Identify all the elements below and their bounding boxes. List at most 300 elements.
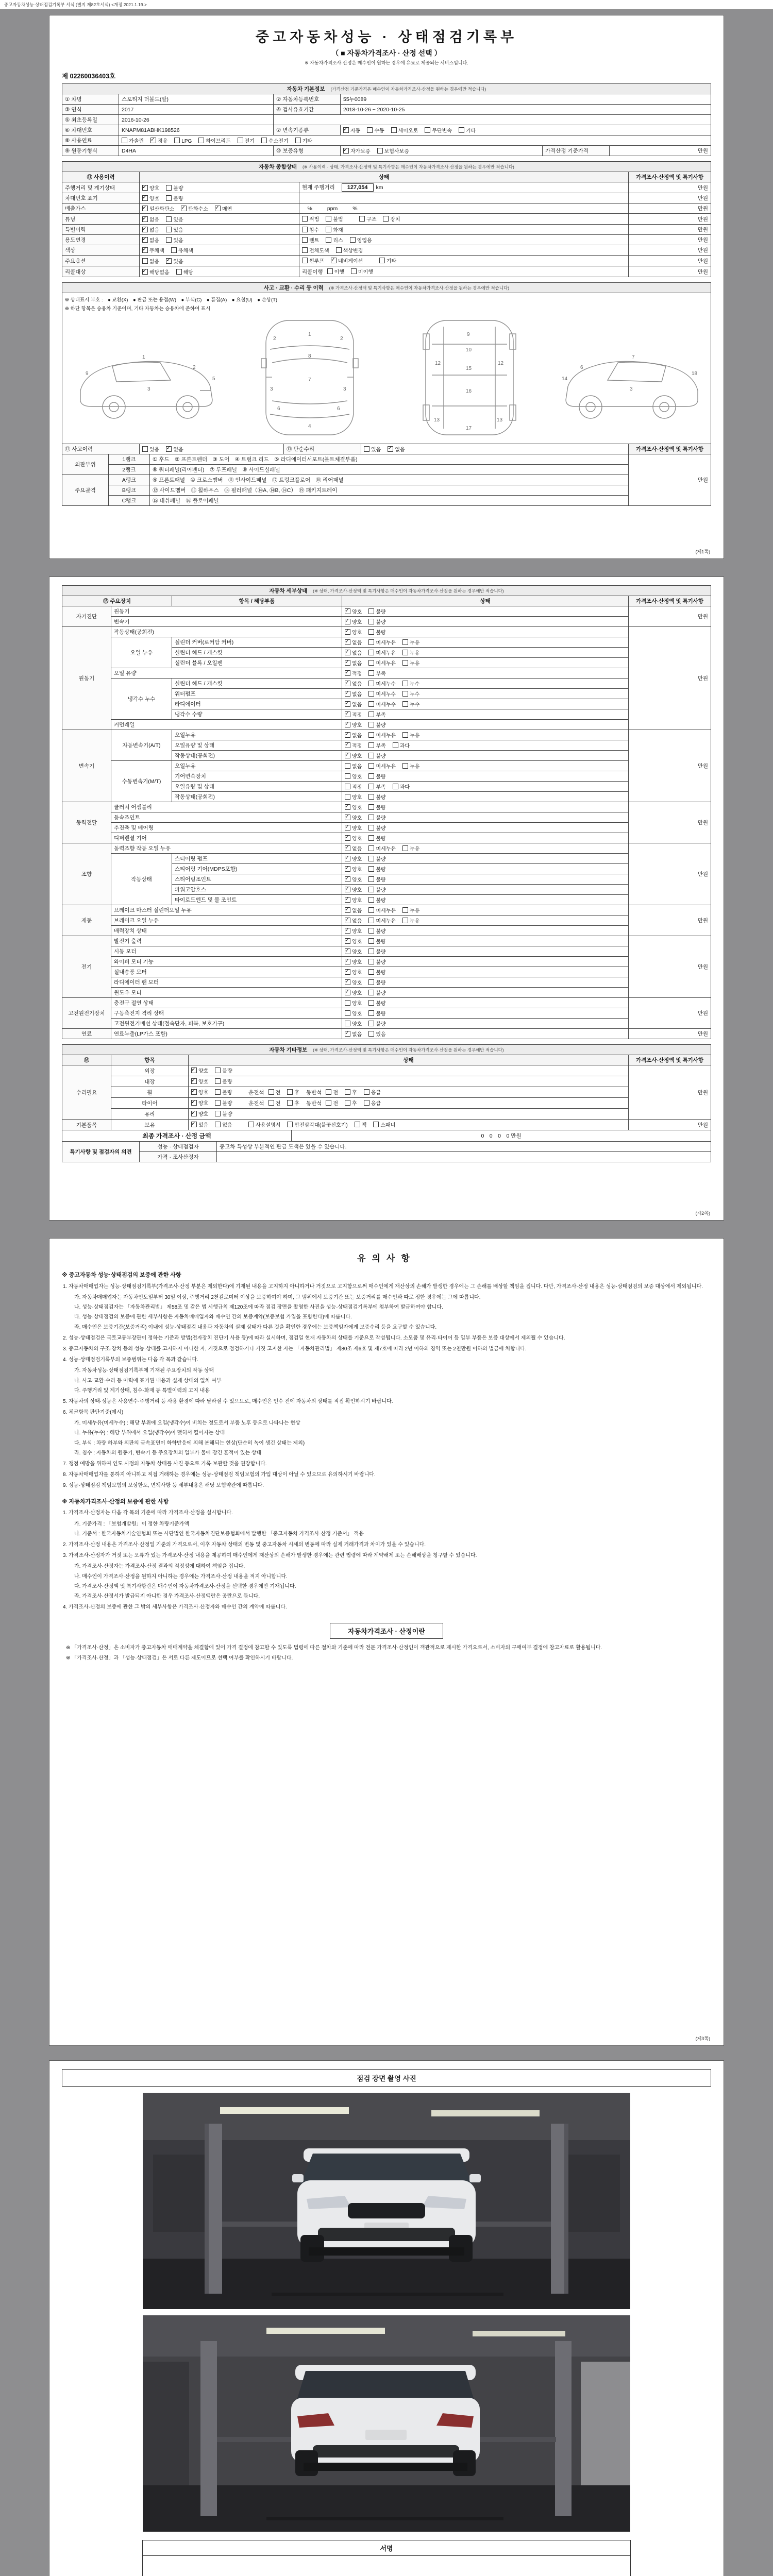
checkbox-icon: [364, 1100, 369, 1106]
detail-row: [62, 761, 711, 771]
price-cell: 만원: [629, 1120, 711, 1130]
status-cell: [342, 658, 629, 668]
item-label: 유리: [111, 1109, 189, 1120]
checkbox-label: 누수: [409, 682, 420, 687]
vin-label: ⑥ 차대번호: [62, 125, 119, 135]
overall-row: [62, 182, 711, 193]
checkbox-icon: [326, 1089, 331, 1095]
checkbox-양호: [345, 824, 362, 832]
checkbox-icon: [345, 938, 350, 944]
checkbox-없음: [345, 680, 362, 687]
notice-item: 6. 체크항목 판단기준(예시): [63, 1410, 124, 1416]
checkbox-label: 불량: [376, 960, 386, 965]
price-cell: 만원: [629, 235, 711, 245]
checkbox-전기: [238, 137, 255, 144]
checkbox-기타: [379, 257, 396, 264]
checkbox-icon: [383, 216, 389, 222]
model-year-label: ③ 연식: [62, 105, 119, 115]
checkbox-label: 불량: [222, 1069, 232, 1074]
checkbox-label: 양호: [149, 185, 160, 192]
checkbox-누유: [402, 917, 419, 924]
checkbox-label: 과다: [399, 785, 410, 790]
inspection-photo-rear: [143, 2315, 630, 2532]
checkbox-장치: [383, 215, 400, 223]
checkbox-label: 적정: [352, 671, 362, 677]
checkbox-icon: [345, 701, 350, 707]
checkbox-수동: [367, 126, 384, 134]
status-cell: [342, 740, 629, 751]
rank-label: C랭크: [109, 496, 150, 506]
car-name-value: 스포티지 더볼드(알): [119, 94, 274, 105]
item-label: 타이어: [111, 1098, 189, 1109]
checkbox-label: 있음: [198, 1123, 209, 1128]
checkbox-icon: [345, 969, 350, 975]
final-price-digits: 0 0 0 0: [481, 1133, 510, 1139]
checkbox-icon: [345, 1089, 350, 1095]
status-cell: [342, 864, 629, 874]
checkbox-icon: [345, 691, 350, 697]
usage-item-label: 튜닝: [62, 214, 140, 225]
checkbox-icon: [345, 711, 350, 717]
device-group-label: 변속기: [62, 730, 111, 802]
checkbox-icon: [368, 629, 374, 635]
notice-item: 나. 사고·교환·수리 등 이력에 표기된 내용과 실제 상태의 일치 여부: [74, 1378, 222, 1384]
checkbox-일산화탄소: [142, 205, 174, 212]
document-title: 중고자동차성능 · 상태점검기록부: [255, 29, 518, 45]
item-label: 충전구 절연 상태: [111, 998, 342, 1008]
checkbox-누유: [402, 762, 419, 770]
checkbox-icon: [142, 237, 148, 243]
status-cell: [342, 802, 629, 812]
checkbox-부족: [368, 669, 385, 677]
item-label: 보유: [111, 1120, 189, 1130]
checkbox-icon: [402, 918, 408, 923]
checkbox-양호: [345, 803, 362, 811]
checkbox-icon: [345, 990, 350, 995]
checkbox-label: 양호: [352, 723, 362, 728]
status-cell: [342, 946, 629, 957]
usage-item-label: 주요옵션: [62, 256, 140, 266]
checkbox-영업용: [350, 236, 372, 244]
detail-row: [62, 606, 711, 617]
notice-item: 2. 가격조사·산정 내용은 가격조사·산정일 기준의 가격으로서, 이후 자동차 상태의 변동 및 중고자동차 시세의 변동에 따라 실제 거래가격과 차이가 있을 수 있습니다.: [63, 1541, 426, 1548]
checkbox-렌트: [302, 236, 319, 244]
checkbox-icon: [373, 1122, 379, 1127]
svg-text:2: 2: [193, 365, 196, 370]
checkbox-누수: [402, 700, 419, 708]
status-cell: [189, 1065, 629, 1076]
checkbox-label: 양호: [198, 1069, 209, 1074]
svg-text:3: 3: [147, 386, 150, 392]
overall-row: [62, 225, 711, 235]
panel-items: ⑥ 쿼터패널(리어펜더) ⑦ 루프패널 ⑧ 사이드실패널: [150, 465, 629, 475]
exchange-history-table: [62, 454, 711, 506]
checkbox-label: 불량: [376, 754, 386, 759]
price-cell: 만원: [629, 802, 711, 843]
item-label: 와이퍼 모터 기능: [111, 957, 342, 967]
item-label: 내장: [111, 1076, 189, 1087]
checkbox-label: 세미오토: [398, 128, 418, 134]
checkbox-label: 누유: [409, 908, 420, 914]
item-label: 실린더 헤드 / 개스킷: [172, 648, 342, 658]
status-cell: [342, 812, 629, 823]
checkbox-양호: [345, 958, 362, 965]
status-cell: [342, 648, 629, 658]
notice-item: 다. 주행거리 및 계기상태, 침수·화재 등 특별이력의 고지 내용: [74, 1387, 210, 1394]
checkbox-icon: [393, 742, 398, 748]
checkbox-불량: [368, 607, 385, 615]
text-segment: 리콜이행: [302, 269, 323, 275]
checkbox-icon: [166, 216, 172, 222]
fuel-label: ⑧ 사용연료: [62, 135, 119, 146]
checkbox-icon: [345, 907, 350, 913]
checkbox-icon: [345, 876, 350, 882]
checkbox-icon: [345, 639, 350, 645]
notice-heading: ※ 중고자동차 성능·상태점검의 보증에 관한 사항: [62, 1272, 181, 1278]
checkbox-icon: [142, 269, 148, 275]
overall-section-header: [62, 161, 711, 172]
usage-item-label: 차대번호 표기: [62, 193, 140, 204]
svg-text:13: 13: [497, 417, 503, 423]
notice-item: 가. 자동차성능·상태점검기록부에 기재된 주요장치의 작동 상태: [74, 1368, 214, 1374]
checkbox-label: 양호: [352, 980, 362, 986]
checkbox-불량: [215, 1077, 232, 1085]
checkbox-label: 있음: [173, 228, 183, 233]
checkbox-없음: [345, 844, 362, 852]
checkbox-icon: [345, 773, 350, 779]
checkbox-없음: [345, 700, 362, 708]
checkbox-icon: [174, 138, 180, 143]
overall-row: [62, 256, 711, 266]
detail-row: [62, 668, 711, 679]
checkbox-label: 불량: [376, 795, 386, 801]
overall-col-price: 가격조사·산정액 및 특기사항: [629, 172, 711, 182]
checkbox-icon: [402, 650, 408, 655]
checkbox-icon: [191, 1078, 197, 1084]
checkbox-icon: [368, 979, 374, 985]
checkbox-label: 불량: [376, 620, 386, 625]
definition-line-2: ※ 「가격조사·산정」과 「성능·상태점검」은 서로 다른 제도이므로 선택 여부를 확인하시기 바랍니다.: [66, 1655, 293, 1662]
usage-item-label: 색상: [62, 245, 140, 256]
checkbox-icon: [368, 835, 374, 841]
checkbox-양호: [345, 814, 362, 821]
svg-text:2: 2: [273, 336, 276, 342]
detail-row: [62, 1008, 711, 1019]
status-cell: [342, 709, 629, 720]
notice-item: 3. 중고자동차의 구조·장치 등의 성능·상태를 고지하지 아니한 자, 거짓으로 점검하거나 거짓 고지한 자는 「자동차관리법」 제80조 제6호 및 제7호에 따라 2년 이하의 징역 또는 2천만원 이하의 벌금에 처합니다.: [63, 1346, 527, 1352]
checkbox-label: 불량: [376, 836, 386, 842]
checkbox-불량: [368, 834, 385, 842]
checkbox-label: 누유: [409, 846, 420, 852]
checkbox-탄화수소: [181, 205, 208, 212]
status-cell: [342, 782, 629, 792]
checkbox-label: 양호: [149, 196, 160, 202]
checkbox-icon: [336, 247, 342, 253]
status-cell: [342, 988, 629, 998]
photo-section-title: 점검 장면 촬영 사진: [62, 2069, 711, 2087]
notice-item: 나. 성능·상태점검자는 「자동차관리법」 제58조 및 같은 법 시행규칙 제120조에 따라 점검 장면을 촬영한 사진을 성능·상태점검기록부에 첨부하여 발급하여야 합니다.: [74, 1304, 443, 1311]
checkbox-있음: [166, 257, 183, 265]
checkbox-icon: [326, 1100, 331, 1106]
checkbox-icon: [248, 1122, 254, 1127]
overall-col-usage: ⑪ 사용이력: [62, 172, 140, 182]
checkbox-icon: [302, 227, 308, 232]
checkbox-icon: [345, 794, 350, 800]
form-code-strip: [0, 0, 773, 10]
checkbox-label: 탄화수소: [188, 207, 208, 212]
checkbox-icon: [268, 1089, 274, 1095]
checkbox-label: 양호: [352, 774, 362, 780]
checkbox-label: 양호: [352, 877, 362, 883]
checkbox-icon: [176, 269, 182, 275]
svg-text:13: 13: [434, 417, 440, 423]
status-cell: [342, 936, 629, 946]
detail-row: [62, 916, 711, 926]
checkbox-label: 장치: [390, 217, 400, 223]
notice-item: 3. 가격조사·산정자가 거짓 또는 오류가 있는 가격조사·산정 내용을 제공하여 매수인에게 재산상의 손해가 발생한 경우에는 관련 법령에 따라 계약해제 또는 손해배상을 청구할 수 있습니다.: [63, 1553, 477, 1559]
checkbox-label: 양호: [352, 991, 362, 996]
text-segment: [239, 1068, 245, 1074]
final-price-label: 최종 가격조사 · 산정 금액: [62, 1130, 292, 1142]
notice-item: 5. 자동차의 상태·성능은 사용연수·주행거리 등 사용 환경에 따라 달라질 수 있으므로, 매수인은 인수 전에 자동차의 상태를 직접 확인하시기 바랍니다.: [63, 1398, 393, 1404]
checkbox-label: 미세누유: [376, 764, 396, 770]
checkbox-icon: [166, 258, 172, 264]
checkbox-label: 양호: [352, 857, 362, 862]
checkbox-icon: [368, 928, 374, 934]
checkbox-과다: [393, 783, 410, 790]
svg-text:12: 12: [498, 361, 504, 366]
checkbox-양호: [345, 1009, 362, 1017]
checkbox-icon: [142, 247, 148, 253]
text-segment: 현재 주행거리: [302, 184, 335, 191]
checkbox-없음: [345, 649, 362, 656]
exchange-row: [62, 465, 711, 475]
detail-row: [62, 1065, 711, 1076]
checkbox-label: 자가보증: [350, 149, 371, 155]
value-box: 127,054: [342, 183, 374, 192]
overall-row: [62, 193, 711, 204]
checkbox-label: 전체도색: [309, 248, 329, 254]
checkbox-icon: [345, 804, 350, 810]
item-label: 라디에이터 팬 모터: [111, 977, 342, 988]
checkbox-label: 누유: [409, 733, 420, 739]
engine-type-value: D4HA: [119, 146, 274, 156]
checkbox-label: 있음: [173, 259, 183, 265]
status-cell: [189, 1076, 629, 1087]
checkbox-label: 적정: [352, 743, 362, 749]
checkbox-label: 사용설명서: [256, 1123, 281, 1128]
checkbox-불량: [166, 184, 183, 192]
vehicle-damage-diagram: [65, 313, 713, 441]
status-cell: [342, 905, 629, 916]
checkbox-세미오토: [391, 126, 418, 134]
svg-text:14: 14: [562, 376, 568, 382]
accident-title-cell: [62, 283, 711, 293]
notice-item: 2. 성능·상태점검은 국토교통부장관이 정하는 기준과 방법(전자장치 진단기 사용 등)에 따라 실시하며, 점검일 현재 자동차의 상태를 기준으로 작성됩니다. 소모품 및 유리·타이어 등 일부 부품은 보증 대상에서 제외될 수 있습니다.: [63, 1335, 565, 1341]
notices-body: [62, 1271, 711, 1612]
checkbox-icon: [368, 825, 374, 831]
checkbox-불량: [215, 1099, 232, 1107]
item-label: 타이로드엔드 및 볼 조인트: [172, 895, 342, 905]
checkbox-LPG: [174, 138, 192, 144]
status-cell: [342, 854, 629, 864]
checkbox-있음: [364, 445, 381, 453]
basic-info-title: 자동차 기본정보: [287, 86, 325, 92]
checkbox-icon: [345, 608, 350, 614]
svg-text:9: 9: [467, 332, 470, 337]
checkbox-icon: [198, 138, 204, 143]
checkbox-icon: [166, 237, 172, 243]
checkbox-icon: [261, 138, 267, 143]
checkbox-없음: [215, 1121, 232, 1128]
status-cell: [342, 699, 629, 709]
price-cell: 만원: [629, 204, 711, 214]
inspection-period-label: ④ 검사유효기간: [274, 105, 341, 115]
checkbox-label: 후: [352, 1101, 357, 1107]
checkbox-label: 없음: [173, 447, 183, 453]
rank-label: A랭크: [109, 475, 150, 485]
price-cell: 만원: [629, 1065, 711, 1120]
checkbox-과다: [393, 741, 410, 749]
checkbox-미세누유: [368, 649, 396, 656]
checkbox-icon: [142, 227, 148, 232]
checkbox-label: 불량: [376, 1022, 386, 1027]
checkbox-label: 없음: [352, 733, 362, 739]
checkbox-양호: [345, 628, 362, 636]
checkbox-불량: [368, 1009, 385, 1017]
checkbox-불량: [368, 618, 385, 625]
status-cell: [342, 761, 629, 771]
price-cell: 만원: [629, 256, 711, 266]
checkbox-label: 전: [333, 1101, 339, 1107]
checkbox-누유: [402, 638, 419, 646]
usage-status-cell: [140, 204, 299, 214]
item-label: 윈도우 모터: [111, 988, 342, 998]
checkbox-icon: [142, 216, 148, 222]
form-code-text: 중고자동차성능·상태점검기록부 서식 (별지 제82호서식) <개정 2021.1.19.>: [4, 2, 147, 7]
accident-history-options: [140, 444, 284, 454]
checkbox-icon: [459, 127, 464, 133]
price-cell: 만원: [629, 843, 711, 905]
checkbox-양호: [345, 865, 362, 873]
checkbox-icon: [379, 258, 385, 263]
model-year-value: 2017: [119, 105, 274, 115]
checkbox-label: 양호: [352, 867, 362, 873]
status-cell: [342, 792, 629, 802]
diagram-basis-legend: ※ 하단 항목은 승용차 기준이며, 기타 자동차는 승용차에 준하여 표시: [65, 306, 211, 312]
overall-row: [62, 204, 711, 214]
checkbox-미세누유: [368, 906, 396, 914]
checkbox-양호: [345, 947, 362, 955]
checkbox-불량: [368, 937, 385, 945]
base-price-value: 만원: [610, 146, 711, 156]
accident-history-label: ⑫ 사고이력: [62, 444, 140, 454]
checkbox-양호: [345, 886, 362, 893]
detail-col-item: 항목 / 해당부품: [172, 596, 342, 606]
checkbox-label: 해당없음: [149, 269, 170, 276]
item-label: 스티어링 기어(MDPS포함): [172, 864, 342, 874]
item-label: 변속기: [111, 617, 342, 627]
checkbox-없음: [142, 257, 159, 265]
detail-row: [62, 1109, 711, 1120]
checkbox-label: 수동: [374, 128, 384, 134]
checkbox-icon: [215, 1100, 221, 1106]
checkbox-icon: [368, 1031, 374, 1037]
item-label: 동력조향 작동 오일 누유: [111, 843, 342, 854]
checkbox-양호: [345, 896, 362, 904]
checkbox-썬루프: [302, 257, 324, 264]
checkbox-전: [268, 1088, 281, 1096]
checkbox-불량: [368, 721, 385, 728]
checkbox-label: 전: [275, 1101, 281, 1107]
warranty-type-options: [341, 146, 543, 156]
detail-row: [62, 998, 711, 1008]
checkbox-label: 없음: [352, 846, 362, 852]
checkbox-label: 누수: [409, 702, 420, 708]
device-group-label: 기본품목: [62, 1120, 111, 1130]
checkbox-label: 불량: [376, 816, 386, 821]
checkbox-양호: [345, 875, 362, 883]
checkbox-없음: [142, 236, 159, 244]
usage-extra-cell: [299, 193, 629, 204]
checkbox-icon: [345, 928, 350, 934]
notice-item: 라. 매수인은 보증기간(보증거리) 이내에 성능·상태점검 내용과 자동차의 실제 상태가 다른 것을 확인한 경우에는 보증책임자에게 보증수리 등을 요구할 수 있습니다.: [74, 1324, 437, 1330]
checkbox-icon: [345, 835, 350, 841]
status-cell: [342, 874, 629, 885]
checkbox-전: [326, 1088, 338, 1096]
price-cell: 만원: [629, 245, 711, 256]
overall-row: [62, 235, 711, 245]
checkbox-label: 구조: [366, 217, 377, 223]
checkbox-label: 양호: [198, 1079, 209, 1085]
status-cell: [342, 916, 629, 926]
checkbox-label: 없음: [352, 661, 362, 667]
checkbox-불량: [368, 896, 385, 904]
checkbox-icon: [368, 845, 374, 851]
checkbox-icon: [388, 446, 393, 452]
checkbox-미세누유: [368, 731, 396, 739]
checkbox-label: 있음: [371, 447, 381, 453]
usage-item-label: 특별이력: [62, 225, 140, 235]
checkbox-icon: [331, 258, 337, 263]
device-group-label: 전기: [62, 936, 111, 998]
checkbox-label: 미이행: [358, 269, 373, 275]
checkbox-양호: [191, 1110, 208, 1117]
detail-row: [62, 936, 711, 946]
text-segment: 동반석: [306, 1100, 322, 1107]
detail-row: [62, 730, 711, 740]
detail-row: [62, 833, 711, 843]
price-survey-note: ※ 자동차가격조사·산정은 매수인이 원하는 경우에 유료로 제공되는 서비스입니다.: [305, 60, 468, 65]
checkbox-없음: [345, 762, 362, 770]
checkbox-label: 불량: [173, 196, 183, 202]
checkbox-icon: [355, 1122, 360, 1127]
checkbox-label: 누유: [409, 919, 420, 924]
checkbox-label: 없음: [352, 651, 362, 656]
svg-text:5: 5: [212, 376, 215, 382]
detail-row: [62, 802, 711, 812]
checkbox-누수: [402, 690, 419, 698]
checkbox-불량: [166, 194, 183, 202]
usage-status-cell: [140, 256, 299, 266]
checkbox-icon: [191, 1089, 197, 1095]
checkbox-불량: [368, 814, 385, 821]
checkbox-icon: [345, 722, 350, 727]
checkbox-label: 없음: [352, 682, 362, 687]
checkbox-label: 양호: [352, 630, 362, 636]
checkbox-icon: [326, 227, 331, 232]
notice-item: 4. 성능·상태점검기록부의 보증범위는 다음 각 목과 같습니다.: [63, 1357, 198, 1363]
